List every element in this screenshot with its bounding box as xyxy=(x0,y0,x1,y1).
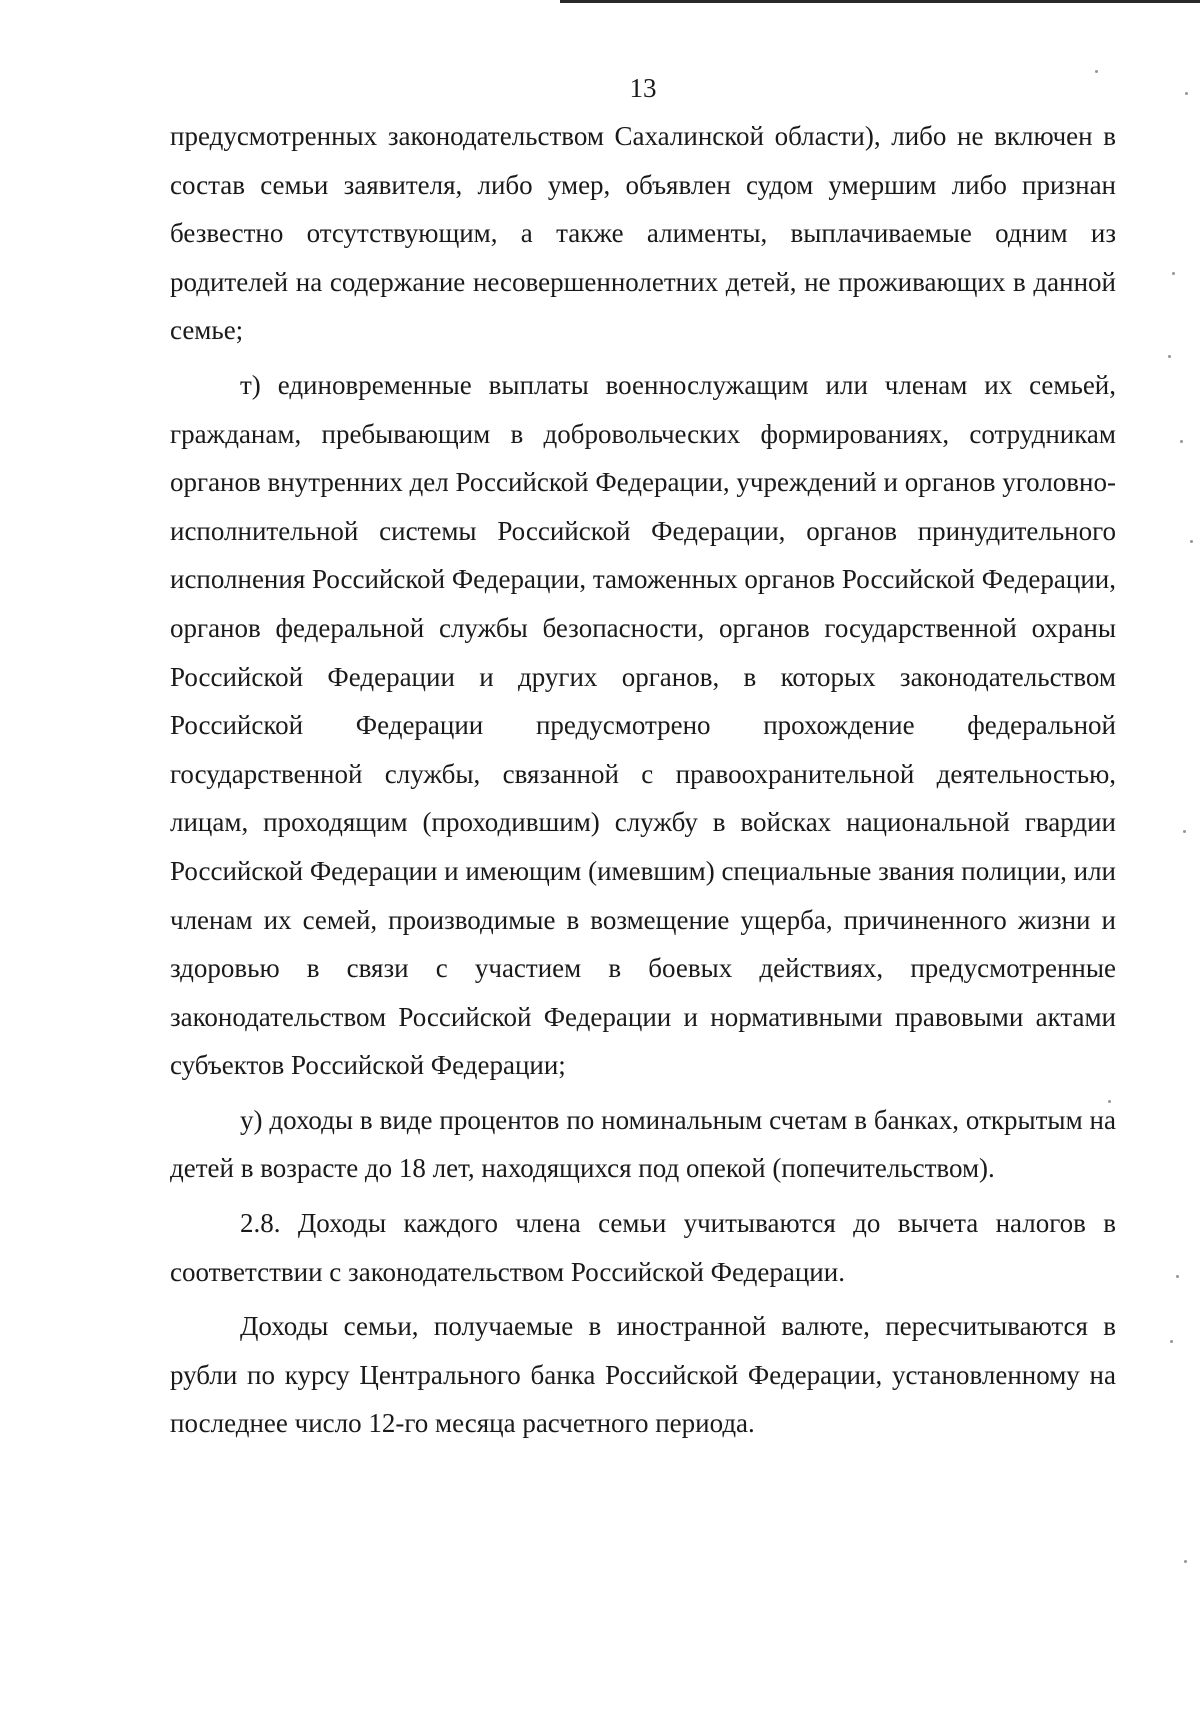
paragraph-section-2-8: 2.8. Доходы каждого члена семьи учитываются до вычета налогов в соответствии с законодательством Российской Федерации. xyxy=(170,1208,1116,1287)
paragraph-item-t: т) единовременные выплаты военнослужащим или членам их семьей, гражданам, пребывающим в добровольческих формированиях, сотрудникам органов внутренних дел Российской Федерации, учреждений и органов уголовно-исполнительной системы Российской Федерации, органов принудительного исполнения Российской Федерации, таможенных органов Российской Федерации, органов федеральной службы безопасности, органов государственной охраны Российской Федерации и других органов, в которых законодательством Российской Федерации предусмотрено прохождение федеральной государственной службы, связанной с правоохранительной деятельностью, лицам, проходящим (проходившим) службу в войсках национальной гвардии Российской Федерации и имеющим (имевшим) специальные звания полиции, или членам их семей, производимые в возмещение ущерба, причиненного жизни и здоровью в связи с участием в боевых действиях, предусмотренные законодательством Российской Федерации и нормативными правовыми актами субъектов Российской Федерации; xyxy=(170,369,1117,1081)
document-body xyxy=(170,112,1116,1454)
scan-speck xyxy=(1172,272,1175,275)
paragraph-continuation: предусмотренных законодательством Сахалинской области), либо не включен в состав семьи заявителя, либо умер, объявлен судом умершим либо признан безвестно отсутствующим, а также алименты, выплачиваемые одним из родителей на содержание несовершеннолетних детей, не проживающих в данной семье; xyxy=(170,121,1116,346)
scan-speck xyxy=(1176,1275,1179,1278)
scan-speck xyxy=(1170,1340,1173,1343)
scan-speck xyxy=(1180,440,1183,443)
scan-speck xyxy=(1183,830,1186,833)
scan-speck xyxy=(1108,1100,1111,1103)
page-number: 13 xyxy=(629,73,657,103)
scan-speck xyxy=(1185,92,1188,95)
scan-speck xyxy=(1190,540,1193,543)
paragraph-foreign-currency: Доходы семьи, получаемые в иностранной валюте, пересчитываются в рубли по курсу Центрального банка Российской Федерации, установленному на последнее число 12-го месяца расчетного периода. xyxy=(170,1311,1116,1439)
scan-speck xyxy=(1184,1560,1187,1563)
paragraph-item-u: у) доходы в виде процентов по номинальным счетам в банках, открытым на детей в возрасте до 18 лет, находящихся под опекой (попечительством). xyxy=(170,1104,1116,1184)
scan-speck xyxy=(1168,355,1171,358)
scan-speck xyxy=(1095,70,1098,73)
scan-edge-line xyxy=(560,0,1200,3)
